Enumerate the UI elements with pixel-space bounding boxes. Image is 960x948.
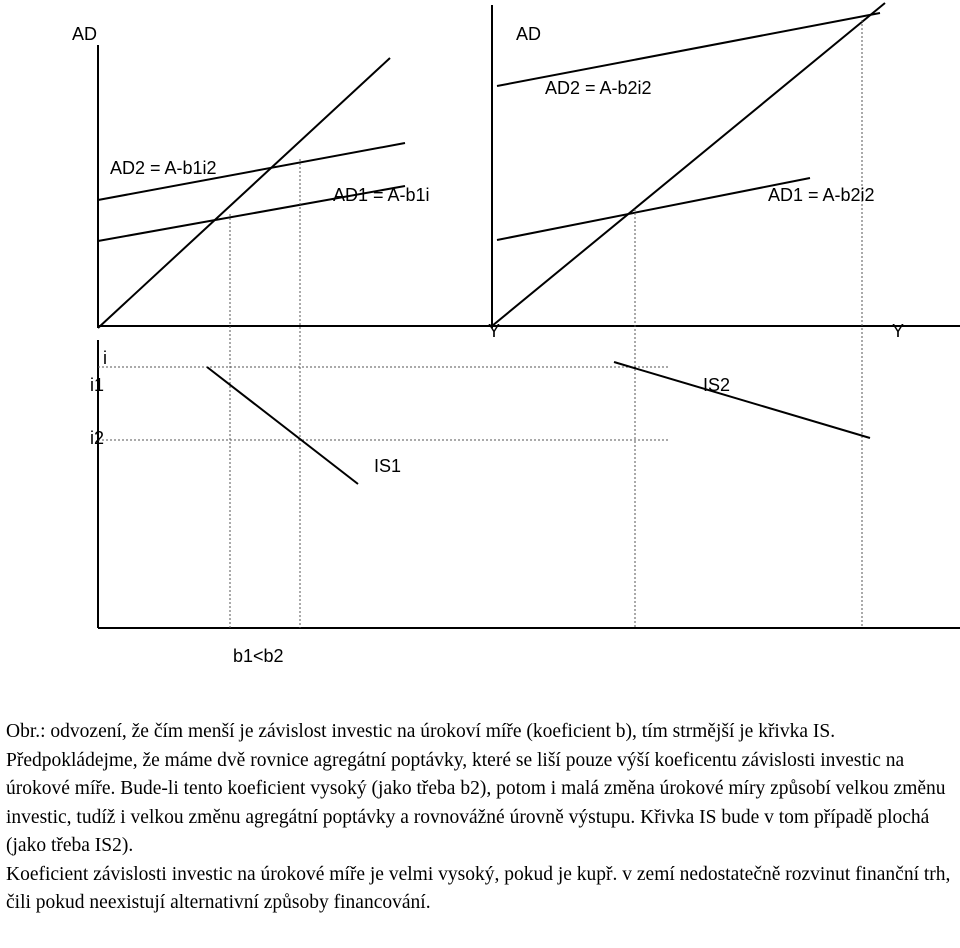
left-ad1-label: AD1 = A-b1i	[333, 185, 430, 205]
caption-paragraph-2: Předpokládejme, že máme dvě rovnice agregátní poptávky, které se liší pouze výší koeficentu závislosti investic na úrokové míře. Bude-li tento koeficient vysoký (jako třeba b2), potom i malá změna úrokové míry způsobí velkou změnu investic, tudíž i velkou změnu agregátní poptávky a rovnovážné úrovně výstupu. Křivka IS bude v tom případě plochá (jako třeba IS2).	[6, 749, 946, 856]
caption-paragraph-3: Koeficient závislosti investic na úrokové míře je velmi vysoký, pokud je kupř. v zemí nedostatečně rozvinut finanční trh, čili pokud neexistují alternativní způsoby financování.	[6, 863, 951, 913]
right-ad1-line	[497, 178, 810, 240]
i1-label: i1	[90, 375, 105, 395]
left-ad2-label: AD2 = A-b1i2	[110, 158, 217, 178]
right-y-axis-label: Y	[892, 321, 905, 341]
mid-y-axis-label: Y	[488, 321, 501, 341]
right-45-degree-line	[492, 3, 885, 326]
left-ad-axis-label: AD	[72, 24, 98, 44]
right-ad-axis-label: AD	[516, 24, 542, 44]
left-i-axis-label: i	[103, 348, 107, 368]
is2-curve	[614, 362, 870, 438]
caption-paragraph-1: Obr.: odvození, že čím menší je závislost investic na úrokoví míře (koeficient b), tím strmější je křivka IS.	[6, 721, 836, 742]
figure-caption	[6, 718, 956, 918]
right-ad2-label: AD2 = A-b2i2	[545, 78, 652, 98]
right-ad2-line	[497, 13, 880, 86]
condition-label: b1<b2	[233, 646, 284, 666]
right-ad1-label: AD1 = A-b2i2	[768, 185, 875, 205]
is1-label: IS1	[374, 456, 402, 476]
i2-label: i2	[90, 428, 105, 448]
is2-label: IS2	[703, 375, 731, 395]
